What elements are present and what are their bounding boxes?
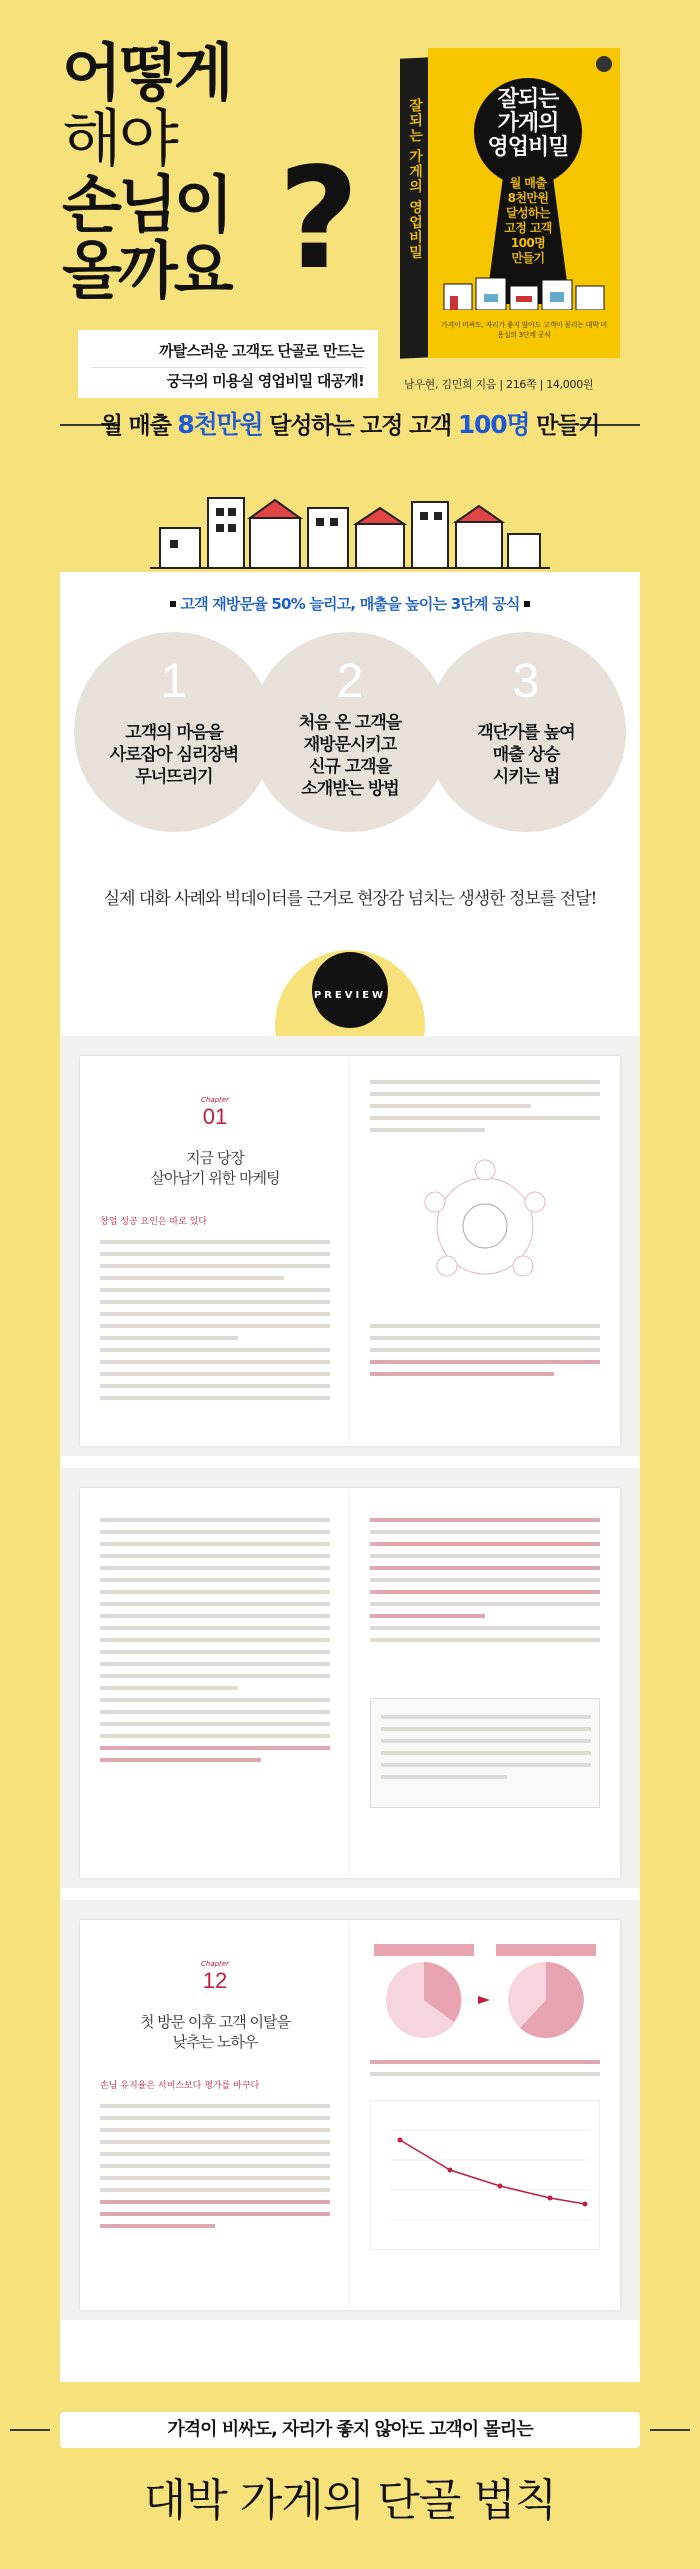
chapter-number: 12 <box>202 1968 228 1993</box>
book-cover-image <box>400 48 620 358</box>
hero-subtitle-line-1: 까탈스러운 고객도 단골로 만드는 <box>159 342 364 360</box>
step-text: 객단가를 높여 매출 상승 시키는 법 <box>477 723 575 787</box>
spread-2-left-page <box>80 1488 350 1878</box>
tagline: 실제 대화 사례와 빅데이터를 근거로 현장감 넘치는 생생한 정보를 전달! <box>103 889 597 909</box>
step-number: 1 <box>160 655 188 708</box>
step-circle-1 <box>74 632 274 832</box>
step-number: 2 <box>336 655 364 708</box>
chapter-label: Chapter <box>201 1096 229 1104</box>
spread-3-right-page <box>350 1920 620 2310</box>
headline-line-4: 올까요 <box>62 234 230 307</box>
shops-illustration-icon <box>442 274 606 310</box>
spread-1-left-page <box>80 1056 350 1446</box>
line-chart-icon <box>370 2100 600 2250</box>
hero-subtitle-box <box>78 330 378 398</box>
preview-spread-1 <box>60 1036 640 1456</box>
bottom-caption: 가격이 비싸도, 자리가 좋지 않아도 고객이 몰리는 <box>60 2412 640 2448</box>
step-number: 3 <box>512 655 540 708</box>
headline-line-3: 손님이 <box>62 168 230 241</box>
chapter-subtitle: 손님 유지율은 서비스보다 평가를 바꾸다 <box>100 2081 260 2091</box>
diagram-icon <box>395 1156 575 1296</box>
formula-steps <box>74 632 626 832</box>
town-illustration-icon <box>150 478 550 574</box>
spread-1-right-page <box>350 1056 620 1446</box>
step-circle-3 <box>426 632 626 832</box>
content-card <box>60 572 640 2382</box>
chapter-title: 첫 방문 이후 고객 이탈을 낮추는 노하우 <box>140 2013 290 2051</box>
book-title: 잘되는 가게의 영업비밀 <box>487 87 569 160</box>
question-mark: ? <box>278 138 360 301</box>
spread-3-left-page <box>80 1920 350 2310</box>
chapter-subtitle: 창업 성공 요인은 따로 있다 <box>100 1217 208 1227</box>
spread-2-right-page <box>350 1488 620 1878</box>
pie-charts-icon <box>370 1940 600 2050</box>
chapter-title: 지금 당장 살아남기 위한 마케팅 <box>150 1149 280 1187</box>
book-spine <box>400 57 430 359</box>
bottom-section <box>0 2382 700 2569</box>
step-text: 고객의 마음을 사로잡아 심리장벽 무너뜨리기 <box>109 723 239 787</box>
chapter-label: Chapter <box>201 1960 229 1968</box>
body-text-lines <box>100 1240 330 1408</box>
book-front <box>428 48 620 358</box>
headline-line-2: 해야 <box>62 102 176 175</box>
headline-line-1: 어떻게 <box>62 36 230 109</box>
hero-section <box>0 0 700 410</box>
book-subtitle: 월 매출 8천만원 달성하는 고정 고객 100명 만들기 <box>504 176 552 265</box>
preview-spread-3 <box>60 1900 640 2320</box>
book-footer-text: 가격이 비싸도, 자리가 좋지 않아도 고객이 몰리는 대박 미용실의 3단계 공식 <box>441 321 607 339</box>
revenue-banner <box>0 400 700 460</box>
book-spine-title: 잘되는 가게의 영업비밀 <box>407 97 423 261</box>
book-author-info: 남우현, 김민희 지음 | 216쪽 | 14,000원 <box>404 378 594 391</box>
bottom-headline: 대박 가게의 단골 법칙 <box>143 2475 557 2526</box>
step-circle-2 <box>250 632 450 832</box>
formula-title: 고객 재방문율 50% 늘리고, 매출을 높이는 3단계 공식 <box>110 588 590 620</box>
preview-spread-2 <box>60 1468 640 1888</box>
step-text: 처음 온 고객을 재방문시키고 신규 고객을 소개받는 방법 <box>298 713 402 799</box>
banner-text: 월 매출 8천만원 달성하는 고정 고객 100명 만들기 <box>100 410 600 439</box>
info-box <box>370 1698 600 1808</box>
hero-subtitle-line-2: 궁극의 미용실 영업비밀 대공개! <box>92 367 364 393</box>
publisher-logo-icon <box>596 56 612 72</box>
preview-label: PREVIEW <box>313 990 387 1001</box>
chapter-number: 01 <box>202 1104 228 1129</box>
